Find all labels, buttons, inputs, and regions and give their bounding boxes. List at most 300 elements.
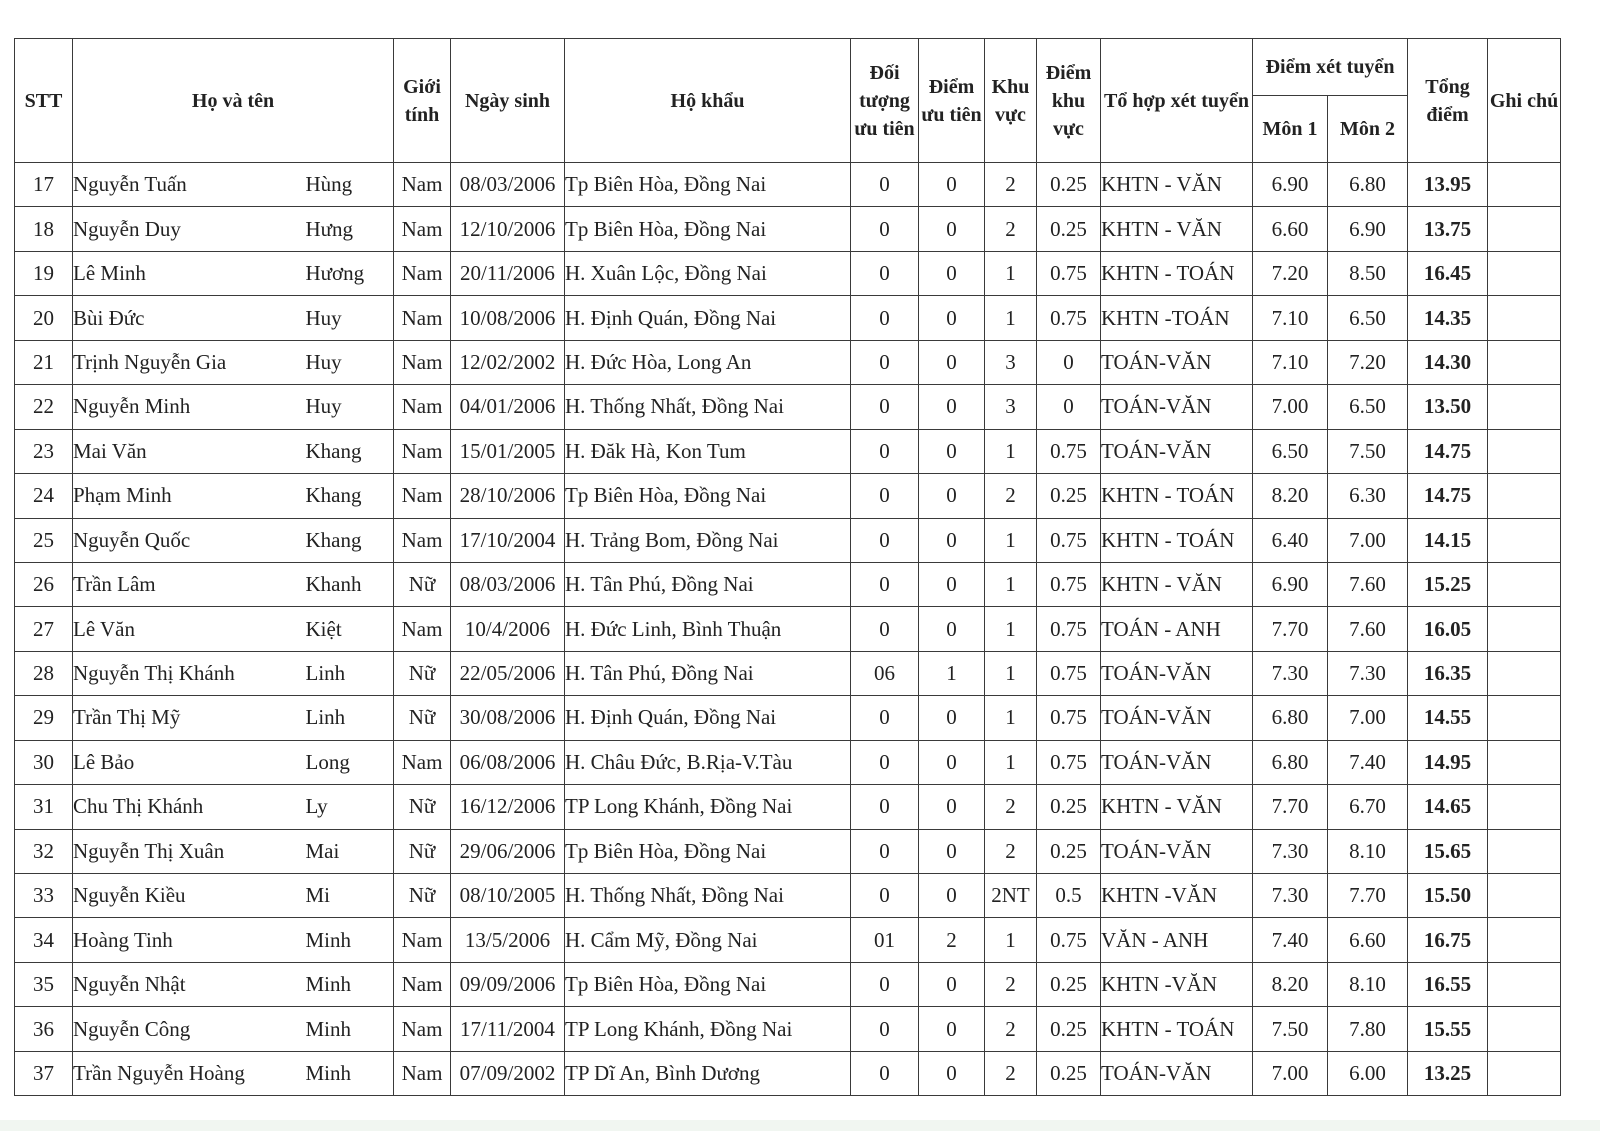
cell-priority-points: 0: [919, 785, 985, 829]
cell-stt: 21: [15, 340, 73, 384]
cell-priority-points: 0: [919, 296, 985, 340]
cell-household: H. Tân Phú, Đồng Nai: [565, 651, 851, 695]
cell-note: [1488, 429, 1561, 473]
cell-subject-1: 8.20: [1253, 474, 1328, 518]
cell-priority-points: 1: [919, 651, 985, 695]
cell-dob: 08/10/2005: [451, 874, 565, 918]
cell-region-points: 0.75: [1037, 518, 1101, 562]
cell-surname: Nguyễn Kiều: [73, 874, 306, 918]
cell-priority-group: 0: [851, 207, 919, 251]
cell-priority-points: 0: [919, 518, 985, 562]
cell-priority-group: 0: [851, 296, 919, 340]
cell-subject-2: 7.00: [1328, 518, 1408, 562]
cell-dob: 22/05/2006: [451, 651, 565, 695]
cell-priority-points: 0: [919, 474, 985, 518]
cell-combination: VĂN - ANH: [1101, 918, 1253, 962]
cell-stt: 19: [15, 251, 73, 295]
cell-stt: 29: [15, 696, 73, 740]
cell-region: 2: [985, 785, 1037, 829]
cell-dob: 13/5/2006: [451, 918, 565, 962]
cell-combination: TOÁN-VĂN: [1101, 385, 1253, 429]
cell-gender: Nam: [394, 385, 451, 429]
cell-subject-2: 6.30: [1328, 474, 1408, 518]
cell-note: [1488, 163, 1561, 207]
cell-total: 16.35: [1408, 651, 1488, 695]
cell-stt: 17: [15, 163, 73, 207]
cell-note: [1488, 918, 1561, 962]
cell-priority-group: 0: [851, 1051, 919, 1095]
cell-dob: 07/09/2002: [451, 1051, 565, 1095]
cell-subject-1: 7.40: [1253, 918, 1328, 962]
cell-region-points: 0.25: [1037, 829, 1101, 873]
cell-surname: Phạm Minh: [73, 474, 306, 518]
cell-gender: Nam: [394, 1007, 451, 1051]
cell-surname: Trần Nguyễn Hoàng: [73, 1051, 306, 1095]
header-region-points: Điểm khu vực: [1037, 39, 1101, 163]
cell-region: 2: [985, 207, 1037, 251]
cell-stt: 20: [15, 296, 73, 340]
cell-subject-2: 7.70: [1328, 874, 1408, 918]
cell-dob: 04/01/2006: [451, 385, 565, 429]
cell-surname: Nguyễn Minh: [73, 385, 306, 429]
cell-note: [1488, 607, 1561, 651]
table-row: [15, 874, 1561, 918]
cell-dob: 28/10/2006: [451, 474, 565, 518]
cell-priority-points: 0: [919, 1051, 985, 1095]
cell-region-points: 0: [1037, 340, 1101, 384]
cell-household: H. Định Quán, Đồng Nai: [565, 296, 851, 340]
cell-given-name: Hùng: [306, 163, 394, 207]
cell-region: 2NT: [985, 874, 1037, 918]
cell-gender: Nam: [394, 429, 451, 473]
table-row: [15, 340, 1561, 384]
cell-note: [1488, 829, 1561, 873]
cell-given-name: Linh: [306, 696, 394, 740]
cell-given-name: Linh: [306, 651, 394, 695]
cell-priority-group: 0: [851, 251, 919, 295]
cell-gender: Nam: [394, 251, 451, 295]
cell-total: 13.75: [1408, 207, 1488, 251]
cell-combination: KHTN - VĂN: [1101, 163, 1253, 207]
cell-dob: 29/06/2006: [451, 829, 565, 873]
cell-gender: Nữ: [394, 785, 451, 829]
cell-dob: 12/10/2006: [451, 207, 565, 251]
cell-total: 15.65: [1408, 829, 1488, 873]
cell-gender: Nữ: [394, 874, 451, 918]
cell-household: H. Châu Đức, B.Rịa-V.Tàu: [565, 740, 851, 784]
cell-surname: Nguyễn Tuấn: [73, 163, 306, 207]
cell-priority-group: 0: [851, 163, 919, 207]
cell-note: [1488, 1007, 1561, 1051]
cell-dob: 30/08/2006: [451, 696, 565, 740]
cell-total: 14.15: [1408, 518, 1488, 562]
cell-total: 16.75: [1408, 918, 1488, 962]
cell-region: 3: [985, 340, 1037, 384]
cell-combination: KHTN -TOÁN: [1101, 296, 1253, 340]
cell-given-name: Huy: [306, 296, 394, 340]
cell-combination: TOÁN-VĂN: [1101, 340, 1253, 384]
table-row: [15, 518, 1561, 562]
header-note: Ghi chú: [1488, 39, 1561, 163]
cell-priority-group: 0: [851, 385, 919, 429]
cell-stt: 33: [15, 874, 73, 918]
cell-subject-2: 6.60: [1328, 918, 1408, 962]
cell-subject-2: 7.30: [1328, 651, 1408, 695]
cell-priority-points: 0: [919, 251, 985, 295]
cell-region-points: 0.25: [1037, 1051, 1101, 1095]
cell-region: 2: [985, 829, 1037, 873]
header-admission-scores: Điểm xét tuyển: [1253, 39, 1408, 96]
cell-combination: KHTN - TOÁN: [1101, 474, 1253, 518]
cell-gender: Nam: [394, 1051, 451, 1095]
cell-stt: 28: [15, 651, 73, 695]
table-row: [15, 962, 1561, 1006]
header-total: Tổng điểm: [1408, 39, 1488, 163]
cell-surname: Bùi Đức: [73, 296, 306, 340]
cell-region-points: 0.75: [1037, 651, 1101, 695]
cell-dob: 17/11/2004: [451, 1007, 565, 1051]
cell-subject-1: 7.00: [1253, 385, 1328, 429]
cell-priority-group: 0: [851, 474, 919, 518]
cell-subject-1: 7.50: [1253, 1007, 1328, 1051]
cell-note: [1488, 518, 1561, 562]
cell-subject-1: 8.20: [1253, 962, 1328, 1006]
table-row: [15, 251, 1561, 295]
cell-surname: Trần Lâm: [73, 562, 306, 606]
cell-subject-2: 6.00: [1328, 1051, 1408, 1095]
cell-region-points: 0.75: [1037, 251, 1101, 295]
header-gender: Giới tính: [394, 39, 451, 163]
cell-surname: Hoàng Tinh: [73, 918, 306, 962]
cell-household: Tp Biên Hòa, Đồng Nai: [565, 829, 851, 873]
table-row: [15, 696, 1561, 740]
cell-region-points: 0.75: [1037, 607, 1101, 651]
cell-total: 13.25: [1408, 1051, 1488, 1095]
table-row: [15, 385, 1561, 429]
cell-priority-group: 0: [851, 696, 919, 740]
cell-region: 2: [985, 1051, 1037, 1095]
cell-surname: Nguyễn Công: [73, 1007, 306, 1051]
cell-given-name: Huy: [306, 385, 394, 429]
cell-gender: Nam: [394, 207, 451, 251]
cell-combination: KHTN -VĂN: [1101, 874, 1253, 918]
header-priority-group: Đối tượng ưu tiên: [851, 39, 919, 163]
table-row: [15, 651, 1561, 695]
cell-priority-points: 0: [919, 340, 985, 384]
cell-gender: Nam: [394, 340, 451, 384]
cell-household: Tp Biên Hòa, Đồng Nai: [565, 207, 851, 251]
cell-given-name: Minh: [306, 918, 394, 962]
table-row: [15, 829, 1561, 873]
cell-subject-1: 7.10: [1253, 296, 1328, 340]
cell-gender: Nữ: [394, 829, 451, 873]
cell-total: 14.75: [1408, 474, 1488, 518]
cell-region-points: 0.75: [1037, 296, 1101, 340]
cell-subject-1: 7.30: [1253, 874, 1328, 918]
cell-subject-2: 7.60: [1328, 562, 1408, 606]
cell-total: 16.05: [1408, 607, 1488, 651]
cell-dob: 15/01/2005: [451, 429, 565, 473]
cell-subject-2: 6.50: [1328, 296, 1408, 340]
cell-note: [1488, 651, 1561, 695]
cell-total: 14.30: [1408, 340, 1488, 384]
cell-combination: TOÁN-VĂN: [1101, 740, 1253, 784]
cell-given-name: Ly: [306, 785, 394, 829]
cell-priority-group: 0: [851, 962, 919, 1006]
cell-subject-1: 6.90: [1253, 562, 1328, 606]
cell-subject-2: 6.90: [1328, 207, 1408, 251]
header-priority-points: Điểm ưu tiên: [919, 39, 985, 163]
cell-priority-group: 0: [851, 829, 919, 873]
cell-region-points: 0.25: [1037, 207, 1101, 251]
cell-combination: TOÁN-VĂN: [1101, 429, 1253, 473]
cell-gender: Nữ: [394, 562, 451, 606]
cell-dob: 08/03/2006: [451, 163, 565, 207]
cell-subject-1: 6.50: [1253, 429, 1328, 473]
cell-surname: Nguyễn Quốc: [73, 518, 306, 562]
cell-dob: 08/03/2006: [451, 562, 565, 606]
cell-gender: Nam: [394, 962, 451, 1006]
cell-subject-2: 7.80: [1328, 1007, 1408, 1051]
header-stt: STT: [15, 39, 73, 163]
table-body: [15, 163, 1561, 1096]
cell-given-name: Khang: [306, 429, 394, 473]
cell-note: [1488, 696, 1561, 740]
cell-subject-2: 6.50: [1328, 385, 1408, 429]
cell-surname: Mai Văn: [73, 429, 306, 473]
cell-priority-group: 0: [851, 429, 919, 473]
cell-subject-2: 7.50: [1328, 429, 1408, 473]
cell-subject-1: 6.80: [1253, 696, 1328, 740]
cell-subject-1: 7.70: [1253, 785, 1328, 829]
cell-stt: 35: [15, 962, 73, 1006]
cell-region: 1: [985, 518, 1037, 562]
cell-household: H. Cẩm Mỹ, Đồng Nai: [565, 918, 851, 962]
table-row: [15, 429, 1561, 473]
cell-total: 14.55: [1408, 696, 1488, 740]
cell-dob: 10/4/2006: [451, 607, 565, 651]
cell-stt: 31: [15, 785, 73, 829]
cell-gender: Nam: [394, 918, 451, 962]
cell-region: 1: [985, 562, 1037, 606]
cell-given-name: Mi: [306, 874, 394, 918]
cell-priority-group: 0: [851, 340, 919, 384]
header-subject-2: Môn 2: [1328, 96, 1408, 163]
cell-region-points: 0.75: [1037, 740, 1101, 784]
cell-region: 1: [985, 918, 1037, 962]
cell-subject-1: 6.40: [1253, 518, 1328, 562]
cell-stt: 32: [15, 829, 73, 873]
cell-region-points: 0.25: [1037, 163, 1101, 207]
cell-subject-2: 8.10: [1328, 829, 1408, 873]
cell-given-name: Khang: [306, 518, 394, 562]
cell-total: 15.50: [1408, 874, 1488, 918]
cell-subject-2: 7.40: [1328, 740, 1408, 784]
cell-note: [1488, 251, 1561, 295]
cell-combination: TOÁN-VĂN: [1101, 651, 1253, 695]
cell-subject-1: 6.90: [1253, 163, 1328, 207]
cell-surname: Nguyễn Thị Xuân: [73, 829, 306, 873]
cell-given-name: Hương: [306, 251, 394, 295]
cell-dob: 06/08/2006: [451, 740, 565, 784]
cell-dob: 16/12/2006: [451, 785, 565, 829]
cell-combination: KHTN -VĂN: [1101, 962, 1253, 1006]
cell-stt: 24: [15, 474, 73, 518]
cell-dob: 20/11/2006: [451, 251, 565, 295]
cell-priority-points: 0: [919, 829, 985, 873]
cell-priority-points: 0: [919, 385, 985, 429]
header-combination: Tổ hợp xét tuyển: [1101, 39, 1253, 163]
cell-household: H. Trảng Bom, Đồng Nai: [565, 518, 851, 562]
cell-total: 15.25: [1408, 562, 1488, 606]
cell-priority-points: 2: [919, 918, 985, 962]
cell-combination: KHTN - TOÁN: [1101, 518, 1253, 562]
table-row: [15, 474, 1561, 518]
cell-note: [1488, 474, 1561, 518]
cell-stt: 25: [15, 518, 73, 562]
cell-total: 16.45: [1408, 251, 1488, 295]
table-row: [15, 163, 1561, 207]
cell-total: 14.65: [1408, 785, 1488, 829]
cell-given-name: Long: [306, 740, 394, 784]
cell-region: 2: [985, 1007, 1037, 1051]
cell-region-points: 0.75: [1037, 429, 1101, 473]
table-row: [15, 785, 1561, 829]
cell-subject-1: 7.70: [1253, 607, 1328, 651]
table-row: [15, 607, 1561, 651]
cell-combination: KHTN - VĂN: [1101, 785, 1253, 829]
table-row: [15, 1051, 1561, 1095]
table-header: [15, 39, 1561, 163]
cell-note: [1488, 385, 1561, 429]
cell-household: H. Thống Nhất, Đồng Nai: [565, 385, 851, 429]
cell-priority-group: 0: [851, 874, 919, 918]
cell-note: [1488, 874, 1561, 918]
cell-priority-points: 0: [919, 696, 985, 740]
cell-household: Tp Biên Hòa, Đồng Nai: [565, 962, 851, 1006]
cell-stt: 27: [15, 607, 73, 651]
cell-region-points: 0.25: [1037, 785, 1101, 829]
cell-total: 14.75: [1408, 429, 1488, 473]
cell-priority-points: 0: [919, 607, 985, 651]
cell-region-points: 0.5: [1037, 874, 1101, 918]
cell-dob: 12/02/2002: [451, 340, 565, 384]
cell-given-name: Kiệt: [306, 607, 394, 651]
cell-note: [1488, 785, 1561, 829]
cell-region: 1: [985, 740, 1037, 784]
cell-total: 13.50: [1408, 385, 1488, 429]
cell-surname: Nguyễn Duy: [73, 207, 306, 251]
cell-total: 15.55: [1408, 1007, 1488, 1051]
cell-region-points: 0: [1037, 385, 1101, 429]
cell-region: 2: [985, 474, 1037, 518]
cell-dob: 17/10/2004: [451, 518, 565, 562]
cell-priority-group: 01: [851, 918, 919, 962]
cell-note: [1488, 962, 1561, 1006]
cell-combination: KHTN - VĂN: [1101, 207, 1253, 251]
cell-household: H. Đăk Hà, Kon Tum: [565, 429, 851, 473]
header-name: Họ và tên: [73, 39, 394, 163]
cell-region: 2: [985, 962, 1037, 1006]
cell-subject-2: 7.60: [1328, 607, 1408, 651]
cell-total: 14.95: [1408, 740, 1488, 784]
cell-note: [1488, 207, 1561, 251]
cell-stt: 36: [15, 1007, 73, 1051]
cell-note: [1488, 296, 1561, 340]
cell-given-name: Khang: [306, 474, 394, 518]
cell-priority-points: 0: [919, 962, 985, 1006]
cell-region: 1: [985, 251, 1037, 295]
cell-priority-group: 0: [851, 1007, 919, 1051]
header-region: Khu vực: [985, 39, 1037, 163]
cell-household: Tp Biên Hòa, Đồng Nai: [565, 163, 851, 207]
header-household: Hộ khẩu: [565, 39, 851, 163]
cell-region: 1: [985, 607, 1037, 651]
cell-given-name: Khanh: [306, 562, 394, 606]
cell-priority-points: 0: [919, 429, 985, 473]
cell-combination: KHTN - TOÁN: [1101, 1007, 1253, 1051]
cell-gender: Nam: [394, 607, 451, 651]
cell-combination: TOÁN-VĂN: [1101, 1051, 1253, 1095]
cell-combination: TOÁN-VĂN: [1101, 829, 1253, 873]
cell-subject-2: 7.00: [1328, 696, 1408, 740]
cell-stt: 37: [15, 1051, 73, 1095]
cell-gender: Nam: [394, 474, 451, 518]
cell-subject-2: 8.50: [1328, 251, 1408, 295]
cell-combination: TOÁN - ANH: [1101, 607, 1253, 651]
cell-region-points: 0.25: [1037, 1007, 1101, 1051]
cell-subject-2: 6.70: [1328, 785, 1408, 829]
cell-household: H. Đức Linh, Bình Thuận: [565, 607, 851, 651]
cell-subject-1: 6.80: [1253, 740, 1328, 784]
cell-priority-points: 0: [919, 163, 985, 207]
cell-given-name: Mai: [306, 829, 394, 873]
cell-stt: 22: [15, 385, 73, 429]
cell-gender: Nam: [394, 163, 451, 207]
cell-surname: Trần Thị Mỹ: [73, 696, 306, 740]
cell-priority-points: 0: [919, 740, 985, 784]
cell-gender: Nữ: [394, 696, 451, 740]
cell-region-points: 0.75: [1037, 562, 1101, 606]
table-row: [15, 740, 1561, 784]
cell-region: 1: [985, 696, 1037, 740]
cell-surname: Lê Bảo: [73, 740, 306, 784]
cell-region-points: 0.75: [1037, 918, 1101, 962]
cell-given-name: Minh: [306, 1051, 394, 1095]
cell-household: TP Long Khánh, Đồng Nai: [565, 785, 851, 829]
cell-priority-group: 0: [851, 607, 919, 651]
cell-subject-1: 7.00: [1253, 1051, 1328, 1095]
cell-priority-group: 0: [851, 785, 919, 829]
cell-surname: Nguyễn Nhật: [73, 962, 306, 1006]
cell-region: 3: [985, 385, 1037, 429]
cell-stt: 23: [15, 429, 73, 473]
cell-subject-1: 6.60: [1253, 207, 1328, 251]
cell-household: H. Định Quán, Đồng Nai: [565, 696, 851, 740]
table-row: [15, 918, 1561, 962]
cell-gender: Nam: [394, 296, 451, 340]
cell-surname: Lê Văn: [73, 607, 306, 651]
cell-dob: 10/08/2006: [451, 296, 565, 340]
cell-region: 1: [985, 296, 1037, 340]
cell-household: H. Tân Phú, Đồng Nai: [565, 562, 851, 606]
table-row: [15, 207, 1561, 251]
cell-combination: TOÁN-VĂN: [1101, 696, 1253, 740]
cell-priority-group: 0: [851, 562, 919, 606]
cell-region-points: 0.25: [1037, 474, 1101, 518]
cell-household: TP Long Khánh, Đồng Nai: [565, 1007, 851, 1051]
cell-surname: Trịnh Nguyễn Gia: [73, 340, 306, 384]
